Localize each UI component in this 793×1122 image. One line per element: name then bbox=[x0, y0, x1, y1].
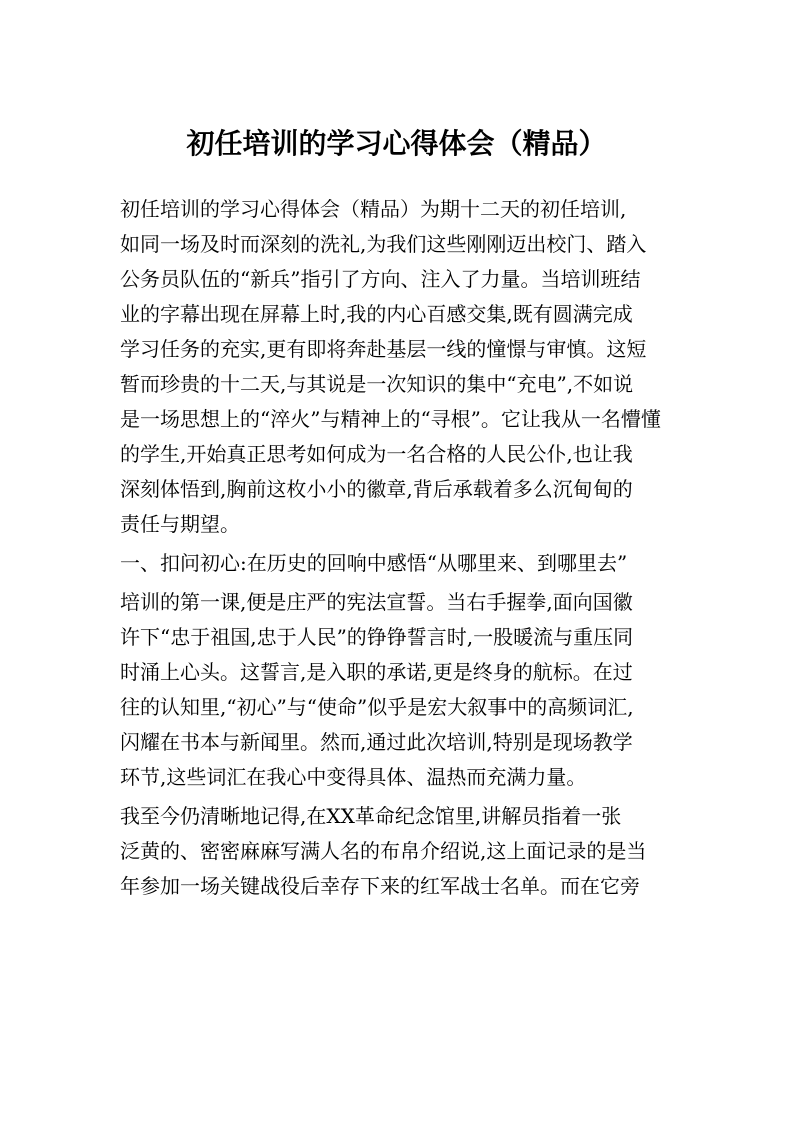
paragraph-1-line-2: 如同一场及时而深刻的洗礼,为我们这些刚刚迈出校门、踏入 bbox=[120, 232, 647, 256]
paragraph-1-line-1: 初任培训的学习心得体会（精品）为期十二天的初任培训, bbox=[120, 197, 627, 221]
paragraph-1-line-3: 公务员队伍的“新兵”指引了方向、注入了力量。当培训班结 bbox=[120, 267, 641, 291]
paragraph-1-line-8: 的学生,开始真正思考如何成为一名合格的人民公仆,也让我 bbox=[120, 442, 633, 466]
paragraph-2-line-3: 时涌上心头。这誓言,是入职的承诺,更是终身的航标。在过 bbox=[120, 660, 633, 684]
paragraph-1-line-9: 深刻体悟到,胸前这枚小小的徽章,背后承载着多么沉甸甸的 bbox=[120, 477, 633, 501]
page-title: 初任培训的学习心得体会（精品） bbox=[186, 127, 607, 160]
paragraph-1-line-7: 是一场思想上的“淬火”与精神上的“寻根”。它让我从一名懵懂 bbox=[120, 407, 661, 431]
paragraph-2-line-6: 环节,这些词汇在我心中变得具体、温热而充满力量。 bbox=[120, 765, 587, 789]
paragraph-1-line-5: 学习任务的充实,更有即将奔赴基层一线的憧憬与审慎。这短 bbox=[120, 337, 647, 361]
paragraph-3-line-3: 年参加一场关键战役后幸存下来的红军战士名单。而在它旁 bbox=[120, 874, 640, 898]
paragraph-2-line-2: 许下“忠于祖国,忠于人民”的铮铮誓言时,一股暖流与重压同 bbox=[120, 625, 634, 649]
section-heading-1: 一、扣问初心:在历史的回响中感悟“从哪里来、到哪里去” bbox=[120, 551, 628, 575]
paragraph-1-line-6: 暂而珍贵的十二天,与其说是一次知识的集中“充电”,不如说 bbox=[120, 372, 634, 396]
paragraph-1-line-4: 业的字幕出现在屏幕上时,我的内心百感交集,既有圆满完成 bbox=[120, 302, 633, 326]
paragraph-2-line-4: 往的认知里,“初心”与“使命”似乎是宏大叙事中的高频词汇, bbox=[120, 695, 634, 719]
paragraph-3-line-1: 我至今仍清晰地记得,在XX革命纪念馆里,讲解员指着一张 bbox=[120, 804, 622, 828]
paragraph-2-line-1: 培训的第一课,便是庄严的宪法宣誓。当右手握拳,面向国徽 bbox=[120, 590, 633, 614]
document-body bbox=[120, 192, 680, 904]
paragraph-2-line-5: 闪耀在书本与新闻里。然而,通过此次培训,特别是现场教学 bbox=[120, 730, 633, 754]
paragraph-1-line-10: 责任与期望。 bbox=[120, 512, 240, 536]
paragraph-3-line-2: 泛黄的、密密麻麻写满人名的布帛介绍说,这上面记录的是当 bbox=[120, 839, 647, 863]
